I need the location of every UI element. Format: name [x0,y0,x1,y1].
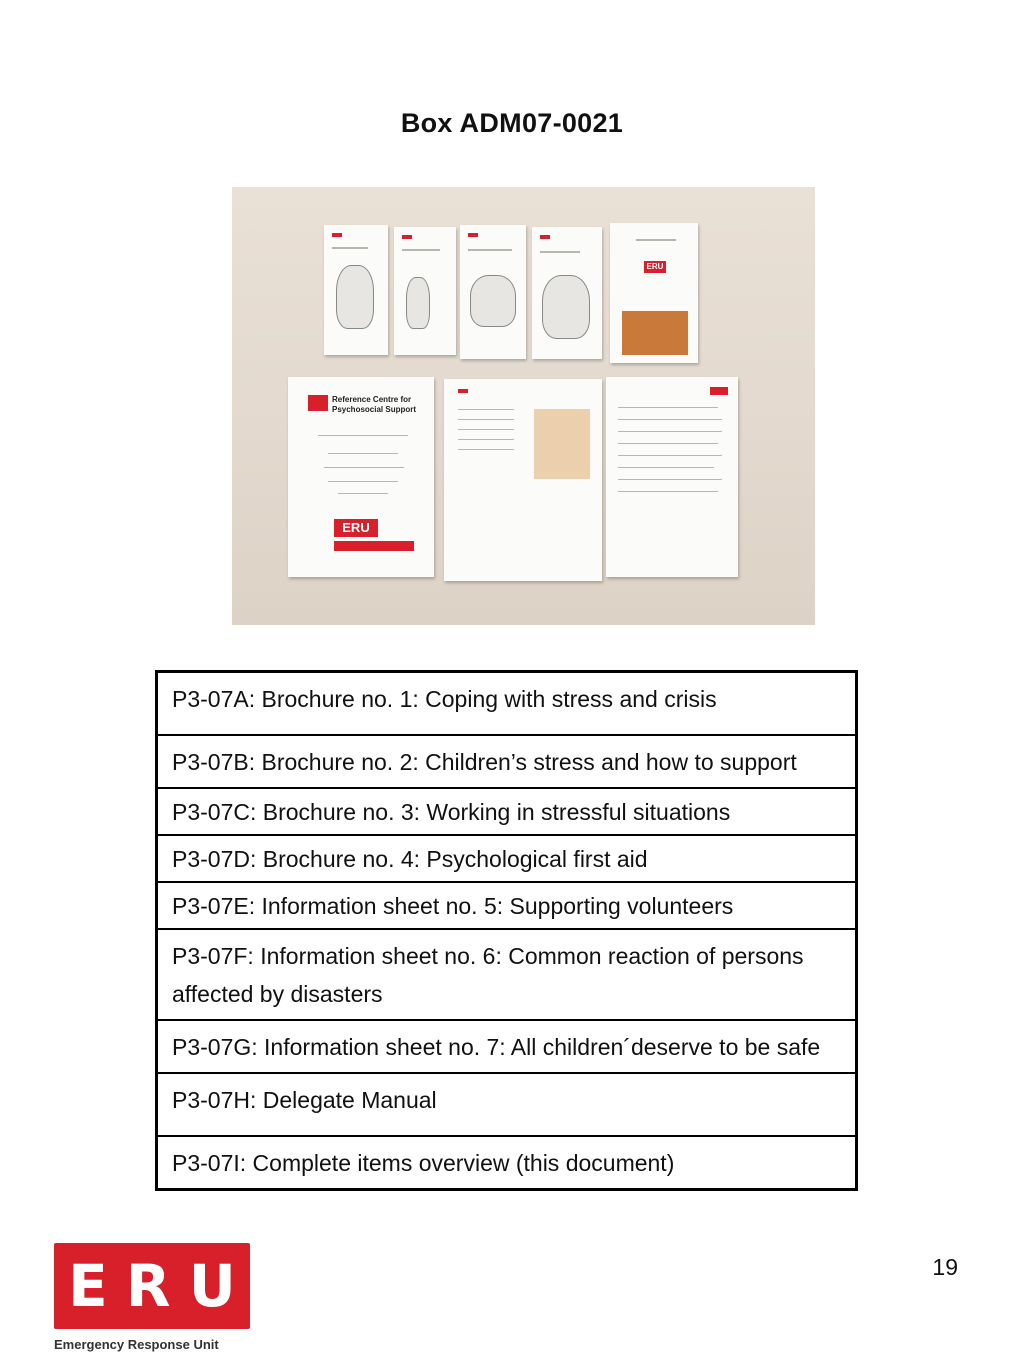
eru-logo [54,1243,250,1352]
item-row: P3-07C: Brochure no. 3: Working in stressful situations [157,788,857,835]
item-row: P3-07I: Complete items overview (this document) [172,1150,675,1176]
delegate-manual-image: Reference Centre for Psychosocial Support ERU [288,377,434,577]
eru-logo-letters: E R U [54,1243,250,1329]
brochure-coping-image [324,225,388,355]
item-row: P3-07H: Delegate Manual [157,1073,857,1136]
page-number: 19 [932,1254,958,1280]
items-table [155,670,858,1191]
brochure-working-image [460,225,526,359]
brochure-first-aid-image [532,227,602,359]
info-sheet-image [444,379,602,581]
item-row: P3-07G: Information sheet no. 7: All children´deserve to be safe [157,1020,857,1073]
brochures-photo [232,187,815,625]
item-row: P3-07A: Brochure no. 1: Coping with stress and crisis [157,672,857,736]
item-row: P3-07F: Information sheet no. 6: Common reaction of persons affected by disasters [157,929,857,1020]
brochure-children-image [394,227,456,355]
items-overview-image: ERU [610,223,698,363]
item-row: P3-07E: Information sheet no. 5: Supporting volunteers [157,882,857,929]
item-row: P3-07B: Brochure no. 2: Children’s stress and how to support [157,735,857,788]
info-sheet-volunteers-image [606,377,738,577]
item-row: P3-07D: Brochure no. 4: Psychological first aid [157,835,857,882]
eru-logo-subtitle: Emergency Response Unit [54,1337,219,1352]
page-title: Box ADM07-0021 [400,108,624,138]
